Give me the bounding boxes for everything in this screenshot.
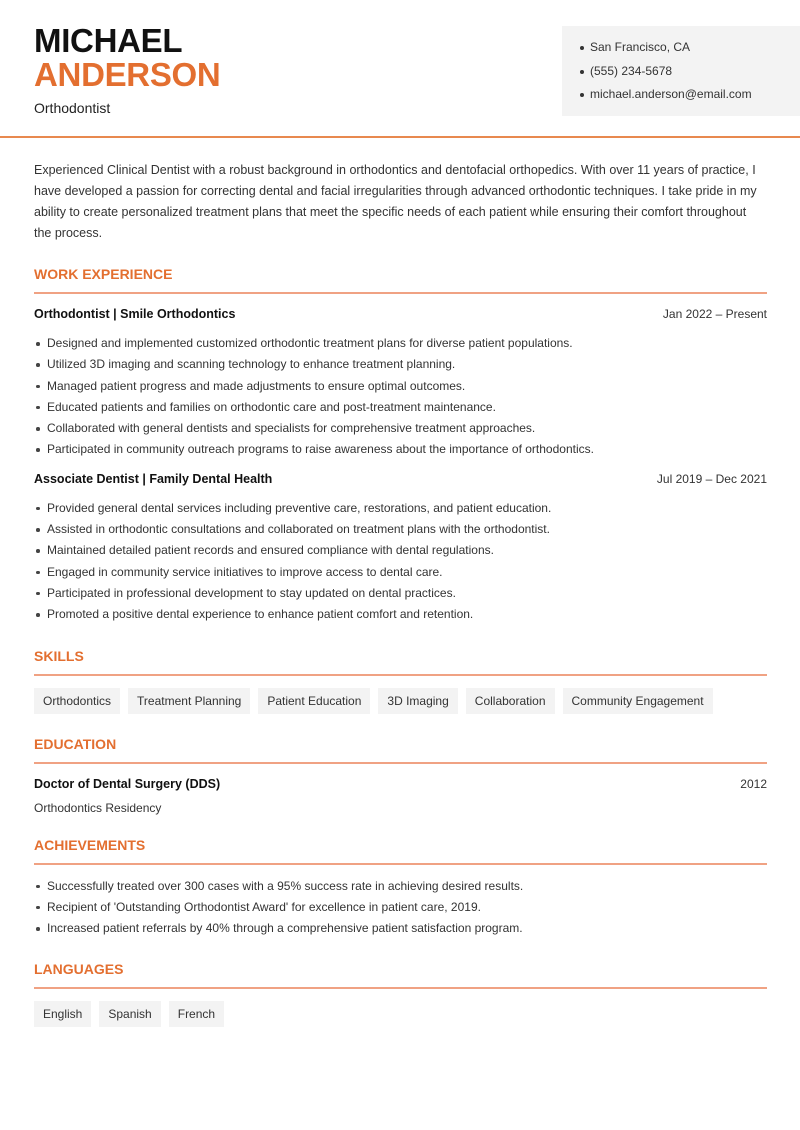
list-item: Participated in professional development to stay updated on dental practices.: [34, 583, 767, 604]
language-tag: English: [34, 1001, 91, 1027]
list-item: Utilized 3D imaging and scanning technology to enhance treatment planning.: [34, 354, 767, 375]
section-title-languages: LANGUAGES: [34, 961, 767, 989]
list-item: Collaborated with general dentists and specialists for comprehensive treatment approaches.: [34, 418, 767, 439]
list-item: Successfully treated over 300 cases with a 95% success rate in achieving desired results.: [34, 876, 767, 897]
contact-box: [562, 26, 800, 116]
job-entry-title: Orthodontist | Smile Orthodontics: [34, 307, 236, 321]
job-title: Orthodontist: [34, 100, 111, 116]
list-item: Recipient of 'Outstanding Orthodontist Award' for excellence in patient care, 2019.: [34, 897, 767, 918]
list-item: Managed patient progress and made adjustments to ensure optimal outcomes.: [34, 376, 767, 397]
skill-tag: Collaboration: [466, 688, 555, 714]
section-title-work-experience: WORK EXPERIENCE: [34, 266, 767, 294]
list-item: Increased patient referrals by 40% through a comprehensive patient satisfaction program.: [34, 918, 767, 939]
section-title-achievements: ACHIEVEMENTS: [34, 837, 767, 865]
languages-list: [34, 1001, 767, 1027]
skill-tag: Patient Education: [258, 688, 370, 714]
list-item: Engaged in community service initiatives to improve access to dental care.: [34, 562, 767, 583]
first-name: MICHAEL: [34, 22, 183, 59]
section-title-skills: SKILLS: [34, 648, 767, 676]
skill-tag: Community Engagement: [563, 688, 713, 714]
job-entry: [34, 307, 767, 461]
skill-tag: 3D Imaging: [378, 688, 457, 714]
list-item: Designed and implemented customized orthodontic treatment plans for diverse patient populations.: [34, 333, 767, 354]
degree: Doctor of Dental Surgery (DDS): [34, 776, 221, 791]
job-entry: [34, 472, 767, 626]
graduation-year: 2012: [740, 776, 767, 791]
language-tag: French: [169, 1001, 224, 1027]
education-detail: Orthodontics Residency: [34, 800, 162, 815]
contact-phone: (555) 234-5678: [580, 60, 800, 84]
candidate-name: [34, 24, 220, 92]
list-item: Promoted a positive dental experience to enhance patient comfort and retention.: [34, 604, 767, 625]
skills-list: [34, 688, 767, 714]
education-entry: [34, 777, 767, 815]
skill-tag: Treatment Planning: [128, 688, 250, 714]
last-name: ANDERSON: [34, 56, 221, 93]
job-entry-date: Jan 2022 – Present: [662, 307, 767, 321]
skill-tag: Orthodontics: [34, 688, 120, 714]
contact-location: San Francisco, CA: [580, 36, 800, 60]
summary: Experienced Clinical Dentist with a robust background in orthodontics and dentofacial orthopedics. With over 11 years of practice, I have developed a passion for correcting dental and facial irregularities through advanced orthodontic techniques. I take pride in my ability to create personalized treatment plans that meet the specific needs of each patient while ensuring their comfort throughout the process.: [34, 163, 757, 240]
achievements-list: [34, 876, 767, 940]
list-item: Assisted in orthodontic consultations and collaborated on treatment plans with the orthodontist.: [34, 519, 767, 540]
list-item: Provided general dental services including preventive care, restorations, and patient education.: [34, 498, 767, 519]
contact-email[interactable]: michael.anderson@email.com: [580, 83, 800, 107]
language-tag: Spanish: [99, 1001, 160, 1027]
list-item: Maintained detailed patient records and ensured compliance with dental regulations.: [34, 540, 767, 561]
resume-header: [0, 0, 800, 138]
list-item: Participated in community outreach programs to raise awareness about the importance of orthodontics.: [34, 439, 767, 460]
job-entry-date: Jul 2019 – Dec 2021: [656, 471, 767, 486]
section-title-education: EDUCATION: [34, 736, 767, 764]
list-item: Educated patients and families on orthodontic care and post-treatment maintenance.: [34, 397, 767, 418]
job-entry-title: Associate Dentist | Family Dental Health: [34, 471, 273, 486]
resume-body: [34, 160, 767, 1027]
